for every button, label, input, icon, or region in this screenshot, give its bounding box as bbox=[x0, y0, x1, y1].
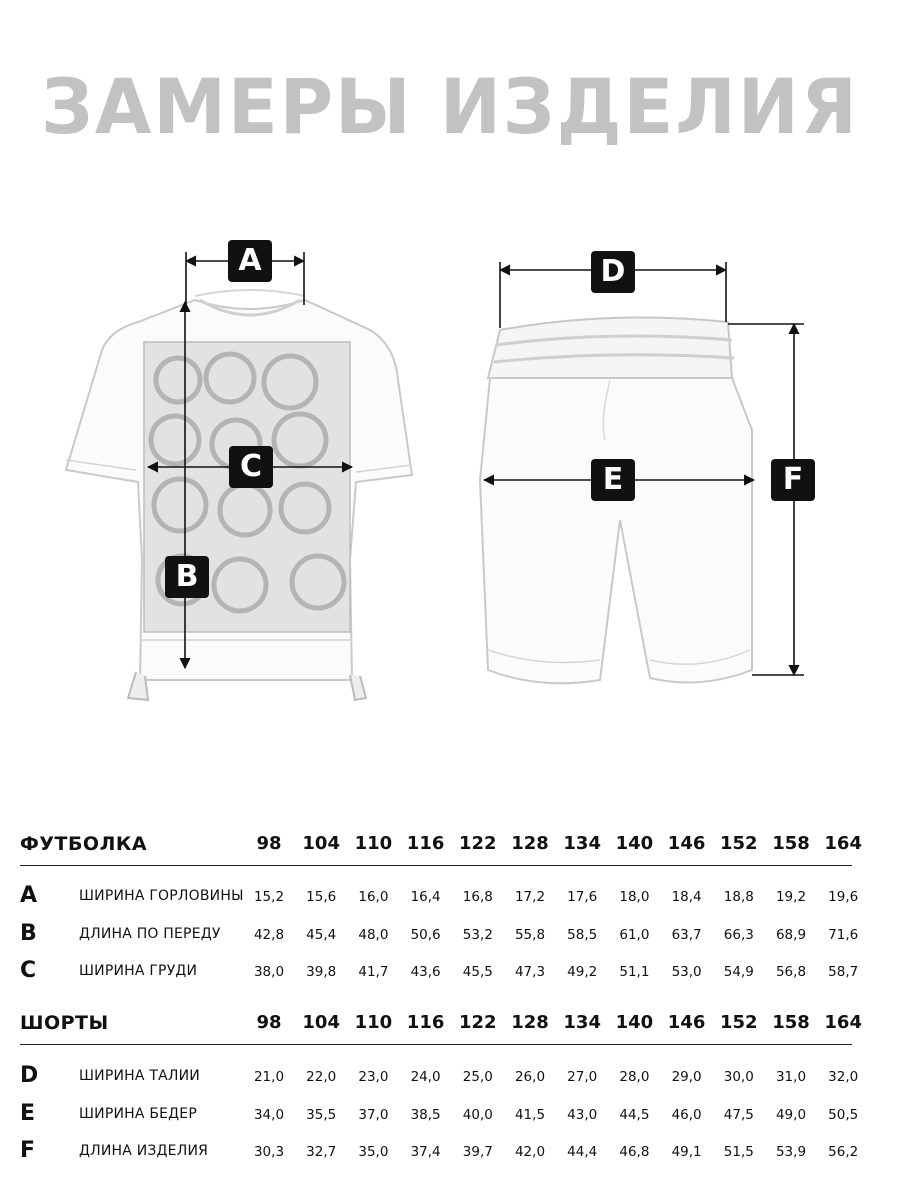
table-cell: 18,0 bbox=[619, 889, 650, 905]
size-header-152: 152 bbox=[720, 1012, 758, 1033]
table-cell: 22,0 bbox=[306, 1069, 337, 1085]
size-header-158: 158 bbox=[772, 1012, 810, 1033]
garments-svg bbox=[0, 220, 900, 740]
table-cell: 15,6 bbox=[306, 889, 337, 905]
table-cell: 27,0 bbox=[567, 1069, 598, 1085]
table-cell: 17,6 bbox=[567, 889, 598, 905]
size-header-134: 134 bbox=[563, 1012, 601, 1033]
marker-d: D bbox=[591, 251, 635, 293]
row-letter: C bbox=[20, 958, 37, 983]
table-cell: 16,8 bbox=[462, 889, 493, 905]
table-cell: 51,5 bbox=[723, 1144, 754, 1160]
table-row bbox=[20, 1138, 860, 1167]
table-cell: 63,7 bbox=[671, 926, 702, 943]
size-header-164: 164 bbox=[824, 833, 862, 854]
table-cell: 58,7 bbox=[828, 964, 859, 980]
table-cell: 58,5 bbox=[567, 926, 598, 943]
table-cell: 24,0 bbox=[410, 1069, 441, 1085]
table-cell: 15,2 bbox=[253, 889, 285, 905]
table-cell: 41,7 bbox=[358, 964, 389, 980]
table-row bbox=[20, 883, 860, 912]
shorts-header bbox=[20, 1012, 860, 1042]
marker-b: B bbox=[165, 556, 209, 598]
table-cell: 56,8 bbox=[775, 964, 807, 980]
size-header-134: 134 bbox=[563, 833, 601, 854]
table-cell: 21,0 bbox=[253, 1069, 285, 1085]
tshirt-drawing bbox=[66, 290, 412, 700]
table-cell: 30,3 bbox=[253, 1144, 285, 1160]
table-cell: 53,9 bbox=[775, 1144, 807, 1160]
marker-f: F bbox=[771, 459, 815, 501]
table-cell: 48,0 bbox=[358, 926, 389, 943]
table-cell: 37,0 bbox=[358, 1106, 389, 1123]
table-cell: 56,2 bbox=[828, 1144, 859, 1160]
size-header-110: 110 bbox=[354, 833, 393, 854]
table-cell: 32,0 bbox=[828, 1069, 859, 1085]
size-header-152: 152 bbox=[720, 833, 758, 854]
table-cell: 68,9 bbox=[775, 926, 807, 943]
table-cell: 38,5 bbox=[410, 1106, 441, 1123]
row-letter: F bbox=[20, 1138, 36, 1163]
table-cell: 55,8 bbox=[514, 926, 546, 943]
table-cell: 47,5 bbox=[723, 1106, 754, 1123]
marker-c: C bbox=[229, 446, 273, 488]
page-title: ЗАМЕРЫ ИЗДЕЛИЯ bbox=[41, 62, 859, 151]
table-cell: 71,6 bbox=[828, 926, 859, 943]
table-cell: 35,5 bbox=[306, 1106, 337, 1123]
garment-illustration bbox=[0, 220, 900, 740]
row-label: ДЛИНА ИЗДЕЛИЯ bbox=[79, 1143, 209, 1159]
table-cell: 54,9 bbox=[723, 964, 754, 980]
row-label: ШИРИНА ГРУДИ bbox=[79, 963, 198, 979]
row-letter: B bbox=[20, 920, 37, 946]
row-letter: A bbox=[20, 883, 38, 908]
table-cell: 50,6 bbox=[410, 926, 441, 943]
table-cell: 37,4 bbox=[410, 1144, 441, 1160]
row-label: ШИРИНА ГОРЛОВИНЫ bbox=[79, 888, 244, 904]
size-header-122: 122 bbox=[459, 833, 497, 854]
size-header-116: 116 bbox=[406, 1012, 445, 1033]
table-cell: 41,5 bbox=[514, 1106, 546, 1123]
table-cell: 35,0 bbox=[358, 1144, 389, 1160]
table-row bbox=[20, 920, 860, 950]
table-cell: 45,5 bbox=[462, 964, 493, 980]
table-cell: 46,0 bbox=[671, 1106, 702, 1123]
table-cell: 49,1 bbox=[671, 1144, 702, 1160]
table-cell: 44,4 bbox=[567, 1144, 598, 1160]
table-cell: 32,7 bbox=[306, 1144, 337, 1160]
size-header-98: 98 bbox=[256, 1012, 282, 1033]
size-header-146: 146 bbox=[667, 1012, 706, 1033]
table-cell: 16,4 bbox=[410, 889, 441, 905]
size-header-140: 140 bbox=[615, 833, 654, 854]
table-cell: 66,3 bbox=[723, 926, 754, 943]
table-row bbox=[20, 1063, 860, 1092]
size-header-164: 164 bbox=[824, 1012, 862, 1033]
size-header-128: 128 bbox=[511, 833, 549, 854]
size-header-116: 116 bbox=[406, 833, 445, 854]
size-header-110: 110 bbox=[354, 1012, 393, 1033]
size-header-140: 140 bbox=[615, 1012, 654, 1033]
table-cell: 47,3 bbox=[514, 964, 546, 980]
table-cell: 38,0 bbox=[253, 964, 285, 980]
tshirt-header bbox=[20, 833, 860, 863]
table-cell: 43,0 bbox=[567, 1106, 598, 1123]
table-cell: 19,2 bbox=[775, 889, 807, 905]
table-cell: 42,8 bbox=[253, 926, 285, 943]
size-header-158: 158 bbox=[772, 833, 810, 854]
table-cell: 45,4 bbox=[306, 926, 337, 943]
table-cell: 42,0 bbox=[514, 1144, 546, 1160]
table-cell: 26,0 bbox=[514, 1069, 546, 1085]
table-cell: 31,0 bbox=[775, 1069, 807, 1085]
table-cell: 43,6 bbox=[410, 964, 441, 980]
table-cell: 51,1 bbox=[619, 964, 650, 980]
table-cell: 40,0 bbox=[462, 1106, 493, 1123]
size-header-104: 104 bbox=[302, 1012, 340, 1033]
table-cell: 30,0 bbox=[723, 1069, 754, 1085]
tshirt-title: ФУТБОЛКА bbox=[20, 833, 148, 855]
table-cell: 53,2 bbox=[462, 926, 493, 943]
row-label: ШИРИНА ТАЛИИ bbox=[79, 1068, 200, 1084]
table-cell: 16,0 bbox=[358, 889, 389, 905]
table-cell: 29,0 bbox=[671, 1069, 702, 1085]
table-row bbox=[20, 958, 860, 987]
table-cell: 18,8 bbox=[723, 889, 754, 905]
table-cell: 25,0 bbox=[462, 1069, 493, 1085]
table-cell: 46,8 bbox=[619, 1144, 650, 1160]
size-header-122: 122 bbox=[459, 1012, 497, 1033]
table-cell: 50,5 bbox=[828, 1106, 859, 1123]
table-cell: 18,4 bbox=[671, 889, 702, 905]
table-cell: 19,6 bbox=[828, 889, 859, 905]
table-cell: 34,0 bbox=[253, 1106, 285, 1123]
row-letter: D bbox=[20, 1063, 39, 1088]
size-header-98: 98 bbox=[256, 833, 282, 854]
table-cell: 61,0 bbox=[619, 926, 650, 943]
marker-a: A bbox=[228, 240, 272, 282]
table-cell: 28,0 bbox=[619, 1069, 650, 1085]
table-cell: 49,0 bbox=[775, 1106, 807, 1123]
size-header-146: 146 bbox=[667, 833, 706, 854]
table-cell: 39,8 bbox=[306, 964, 337, 980]
size-header-104: 104 bbox=[302, 833, 340, 854]
shorts-title: ШОРТЫ bbox=[20, 1012, 109, 1034]
row-label: ШИРИНА БЕДЕР bbox=[79, 1105, 197, 1122]
shorts-divider bbox=[20, 1044, 852, 1045]
table-cell: 53,0 bbox=[671, 964, 702, 980]
table-cell: 39,7 bbox=[462, 1144, 493, 1160]
tshirt-divider bbox=[20, 865, 852, 866]
row-label: ДЛИНА ПО ПЕРЕДУ bbox=[79, 925, 221, 942]
table-cell: 44,5 bbox=[619, 1106, 650, 1123]
table-row bbox=[20, 1100, 860, 1130]
table-cell: 23,0 bbox=[358, 1069, 389, 1085]
table-cell: 49,2 bbox=[567, 964, 598, 980]
marker-e: E bbox=[591, 459, 635, 501]
row-letter: E bbox=[20, 1100, 36, 1126]
size-header-128: 128 bbox=[511, 1012, 549, 1033]
table-cell: 17,2 bbox=[514, 889, 546, 905]
